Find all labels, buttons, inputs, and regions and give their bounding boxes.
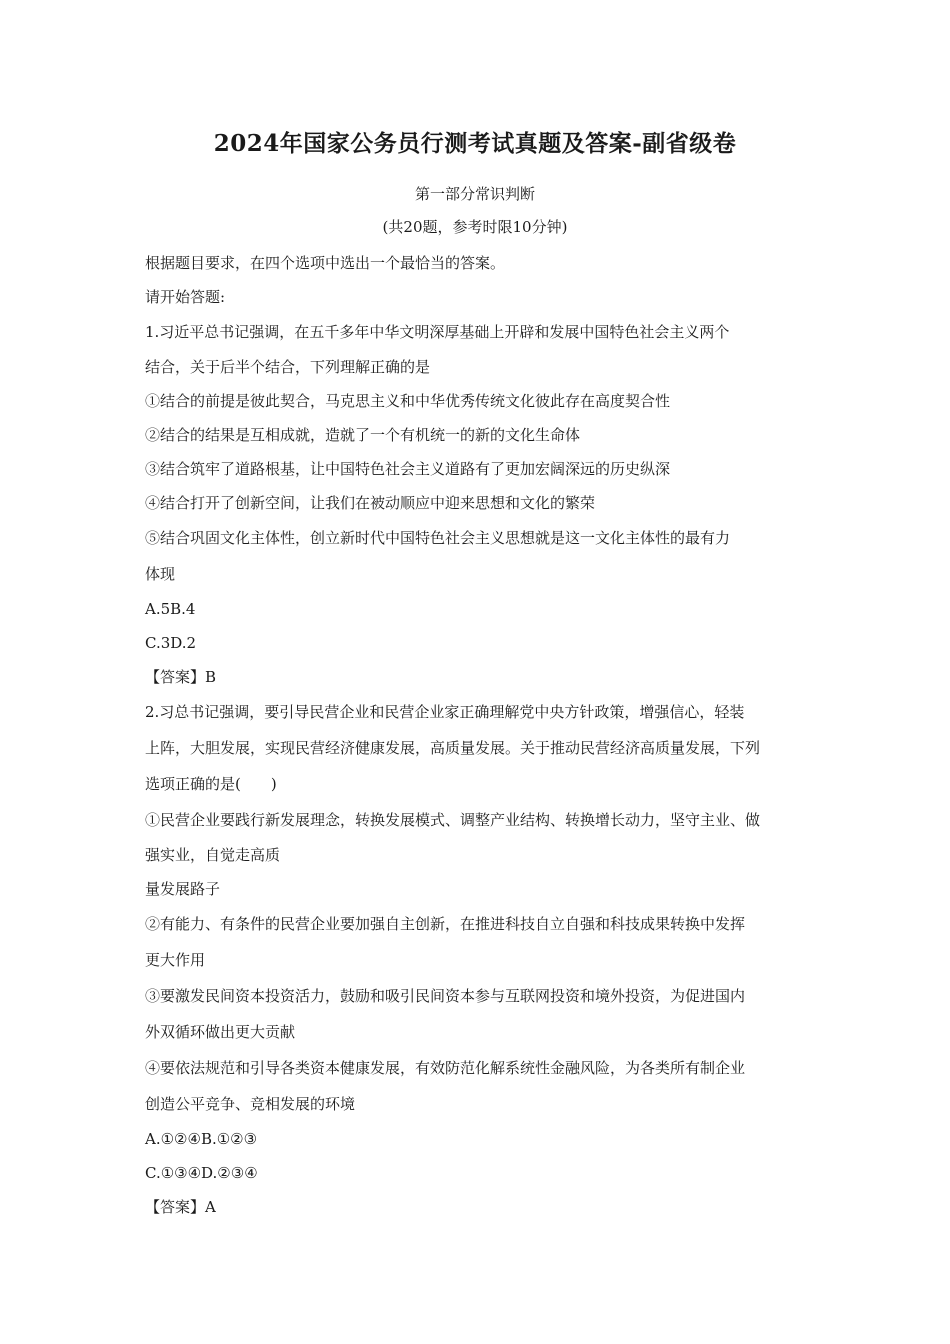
question-2-options-ab: A.①②④B.①②③ <box>145 1130 258 1148</box>
question-1 <box>145 314 815 694</box>
instruction-text: 根据题目要求，在四个选项中选出一个最恰当的答案。 <box>145 254 506 272</box>
question-2-item-3-line-1: ③要激发民间资本投资活力，鼓励和吸引民间资本参与互联网投资和境外投资，为促进国内 <box>145 987 746 1005</box>
question-2-options-cd: C.①③④D.②③④ <box>145 1164 258 1182</box>
question-2-item-4-line-2: 创造公平竞争、竞相发展的环境 <box>145 1095 356 1113</box>
start-prompt: 请开始答题: <box>145 288 226 306</box>
question-1-item-1: ①结合的前提是彼此契合，马克思主义和中华优秀传统文化彼此存在高度契合性 <box>145 392 671 410</box>
question-2-item-3-line-2: 外双循环做出更大贡献 <box>145 1023 296 1041</box>
question-1-item-5-line-1: ⑤结合巩固文化主体性，创立新时代中国特色社会主义思想就是这一文化主体性的最有力 <box>145 529 731 547</box>
question-2-item-2-line-2: 更大作用 <box>145 951 206 969</box>
question-2-item-1-line-3: 量发展路子 <box>145 880 221 898</box>
document-body <box>145 246 815 1224</box>
question-2-item-1-line-2: 强实业，自觉走高质 <box>145 846 281 864</box>
question-2-stem-line-1: 2.习总书记强调，要引导民营企业和民营企业家正确理解党中央方针政策，增强信心，轻装 <box>145 703 745 721</box>
section-heading: 第一部分常识判断 <box>414 185 535 203</box>
question-2-stem-line-3: 选项正确的是( ) <box>145 775 277 793</box>
question-1-answer: 【答案】B <box>145 668 217 686</box>
question-1-options-cd: C.3D.2 <box>145 634 197 652</box>
question-2-item-2-line-1: ②有能力、有条件的民营企业要加强自主创新，在推进科技自立自强和科技成果转换中发挥 <box>145 915 746 933</box>
question-2-item-4-line-1: ④要依法规范和引导各类资本健康发展，有效防范化解系统性金融风险，为各类所有制企业 <box>145 1059 746 1077</box>
question-1-stem-line-2: 结合，关于后半个结合，下列理解正确的是 <box>145 358 431 376</box>
question-1-options-ab: A.5B.4 <box>145 600 196 618</box>
question-2-item-1-line-1: ①民营企业要践行新发展理念，转换发展模式、调整产业结构、转换增长动力，坚守主业、做 <box>145 811 761 829</box>
question-1-item-3: ③结合筑牢了道路根基，让中国特色社会主义道路有了更加宏阔深远的历史纵深 <box>145 460 671 478</box>
question-1-item-4: ④结合打开了创新空间，让我们在被动顺应中迎来思想和文化的繁荣 <box>145 494 596 512</box>
question-1-item-2: ②结合的结果是互相成就，造就了一个有机统一的新的文化生命体 <box>145 426 581 444</box>
question-2-stem-line-2: 上阵，大胆发展，实现民营经济健康发展，高质量发展。关于推动民营经济高质量发展，下列 <box>145 739 761 757</box>
question-1-stem-line-1: 1.习近平总书记强调，在五千多年中华文明深厚基础上开辟和发展中国特色社会主义两个 <box>145 323 730 341</box>
document-title: 2024年国家公务员行测考试真题及答案-副省级卷 <box>213 130 737 157</box>
question-2 <box>145 694 815 1224</box>
question-2-answer: 【答案】A <box>145 1198 216 1216</box>
question-1-item-5-line-2: 体现 <box>145 565 176 583</box>
section-note: (共20题，参考时限10分钟) <box>382 218 568 236</box>
